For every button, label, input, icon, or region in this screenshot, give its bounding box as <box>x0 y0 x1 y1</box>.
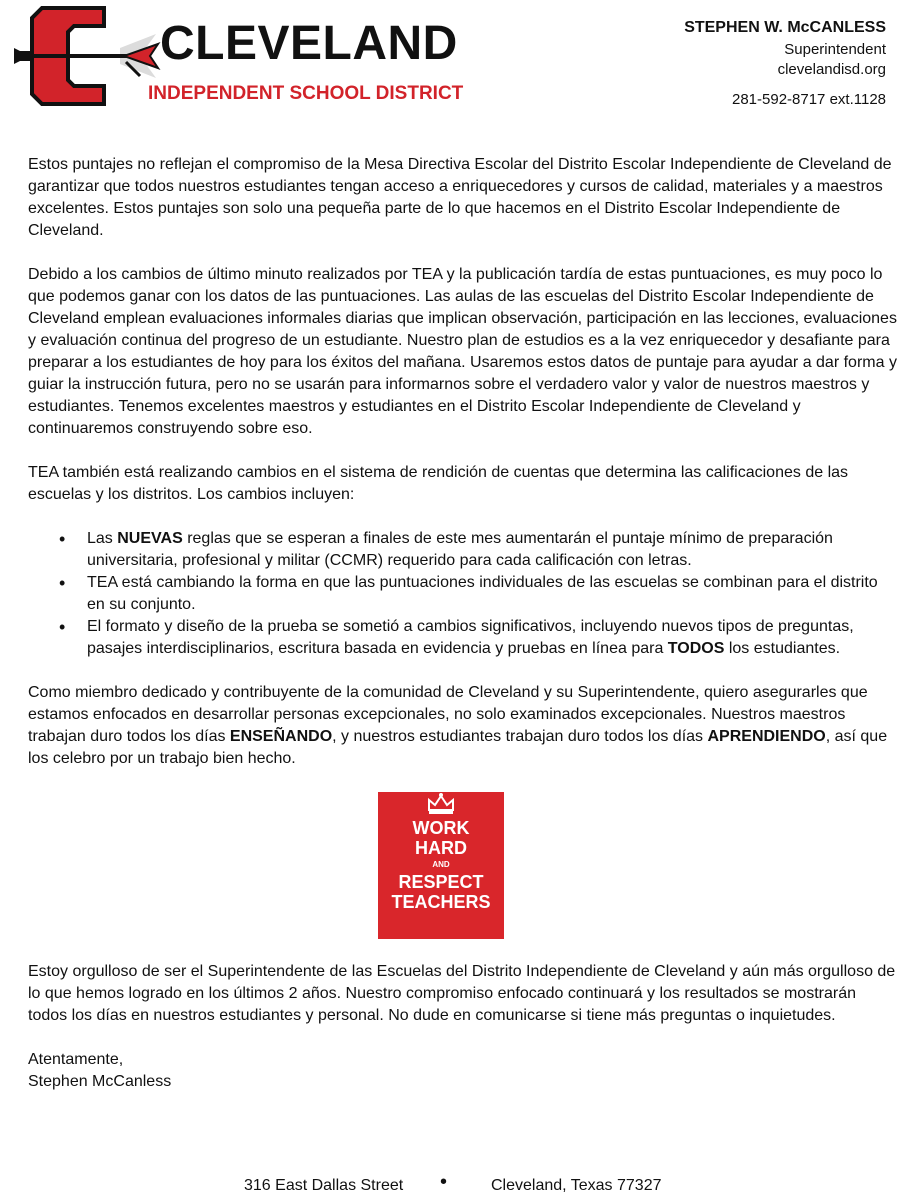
list-item: • El formato y diseño de la prueba se sometió a cambios significativos, incluyendo nuevos tipos de preguntas, pasajes interdisciplinarios, escritura basada en evidencia y pruebas en línea para TODOS los estudiantes. <box>28 616 898 660</box>
superintendent-contact <box>684 18 886 110</box>
superintendent-title: Superintendent <box>784 41 886 58</box>
list-item: • Las NUEVAS reglas que se esperan a finales de este mes aumentarán el puntaje mínimo de preparación universitaria, profesional y militar (CCMR) requerido para cada calificación con letras. <box>28 528 898 572</box>
paragraph-2: Debido a los cambios de último minuto realizados por TEA y la publicación tardía de estas puntuaciones, es muy poco lo que podemos ganar con los datos de las puntuaciones. Las aulas de las escuelas del Distrito Escolar Independiente de Cleveland emplean evaluaciones informales diarias que implican observación, participación en las lecciones, evaluaciones y evaluación continua del progreso de un estudiante. Nuestro plan de estudios es a la vez enriquecedor y desafiante para preparar a los estudiantes de hoy para los éxitos del mañana. Usaremos estos datos de puntaje para ayudar a dar forma y guiar la instrucción futura, pero no se usarán para informarnos sobre el verdadero valor y valor de nuestros maestros y estudiantes. Tenemos excelentes maestros y estudiantes en el Distrito Escolar Independiente de Cleveland y continuaremos construyendo sobre eso. <box>28 266 897 437</box>
list-item: • TEA está cambiando la forma en que las puntuaciones individuales de las escuelas se combinan para el distrito en su conjunto. <box>28 572 898 616</box>
poster-line-3: AND <box>432 860 450 869</box>
signature-name: Stephen McCanless <box>28 1073 172 1090</box>
poster-line-1: WORK <box>412 818 470 838</box>
crown-icon <box>426 792 456 816</box>
letter-body <box>28 154 898 1093</box>
website-link[interactable]: clevelandisd.org <box>777 61 886 78</box>
paragraph-5: Estoy orgulloso de ser el Superintendente de las Escuelas del Distrito Independiente de Cleveland y aún más orgulloso de lo que hemos logrado en los últimos 2 años. Nuestro compromiso enfocado continuará y los resultados se mostrarán todos los días en nuestros estudiantes y personal. No dude en comunicarse si tiene más preguntas o inquietudes. <box>28 963 896 1024</box>
work-hard-poster <box>378 792 504 939</box>
closing: Atentamente, <box>28 1051 124 1068</box>
phone-number: 281-592-8717 ext.1128 <box>731 91 886 108</box>
paragraph-3: TEA también está realizando cambios en el sistema de rendición de cuentas que determina las calificaciones de las escuelas y los distritos. Los cambios incluyen: <box>28 464 849 503</box>
changes-list <box>28 528 898 660</box>
city-state-zip: Cleveland, Texas 77327 <box>491 1177 662 1194</box>
district-name: CLEVELAND <box>160 17 458 70</box>
poster-line-2: HARD <box>415 838 467 858</box>
superintendent-name: STEPHEN W. McCANLESS <box>684 19 886 36</box>
street-address: 316 East Dallas Street <box>244 1177 404 1194</box>
paragraph-4: Como miembro dedicado y contribuyente de la comunidad de Cleveland y su Superintendente, quiero asegurarles que estamos enfocados en desarrollar personas excepcionales, no solo examinados excepcionales. Nuestros maestros trabajan duro todos los días ENSEÑANDO, y nuestros estudiantes trabajan duro todos los días APRENDIENDO, así que los celebro por un trabajo bien hecho. <box>28 684 888 767</box>
poster-line-5: TEACHERS <box>391 892 491 912</box>
paragraph-1: Estos puntajes no reflejan el compromiso de la Mesa Directiva Escolar del Distrito Escolar Independiente de Cleveland de garantizar que todos nuestros estudiantes tengan acceso a enriquecedores y cursos de calidad, materiales y a maestros excelentes. Estos puntajes son solo una pequeña parte de lo que hacemos en el Distrito Escolar Independiente de Cleveland. <box>28 156 892 239</box>
poster-line-4: RESPECT <box>398 872 484 892</box>
district-logo <box>12 4 162 108</box>
district-subtitle: INDEPENDENT SCHOOL DISTRICT <box>148 83 464 104</box>
signature-block <box>28 1049 898 1093</box>
separator-dot: • <box>440 1171 448 1193</box>
